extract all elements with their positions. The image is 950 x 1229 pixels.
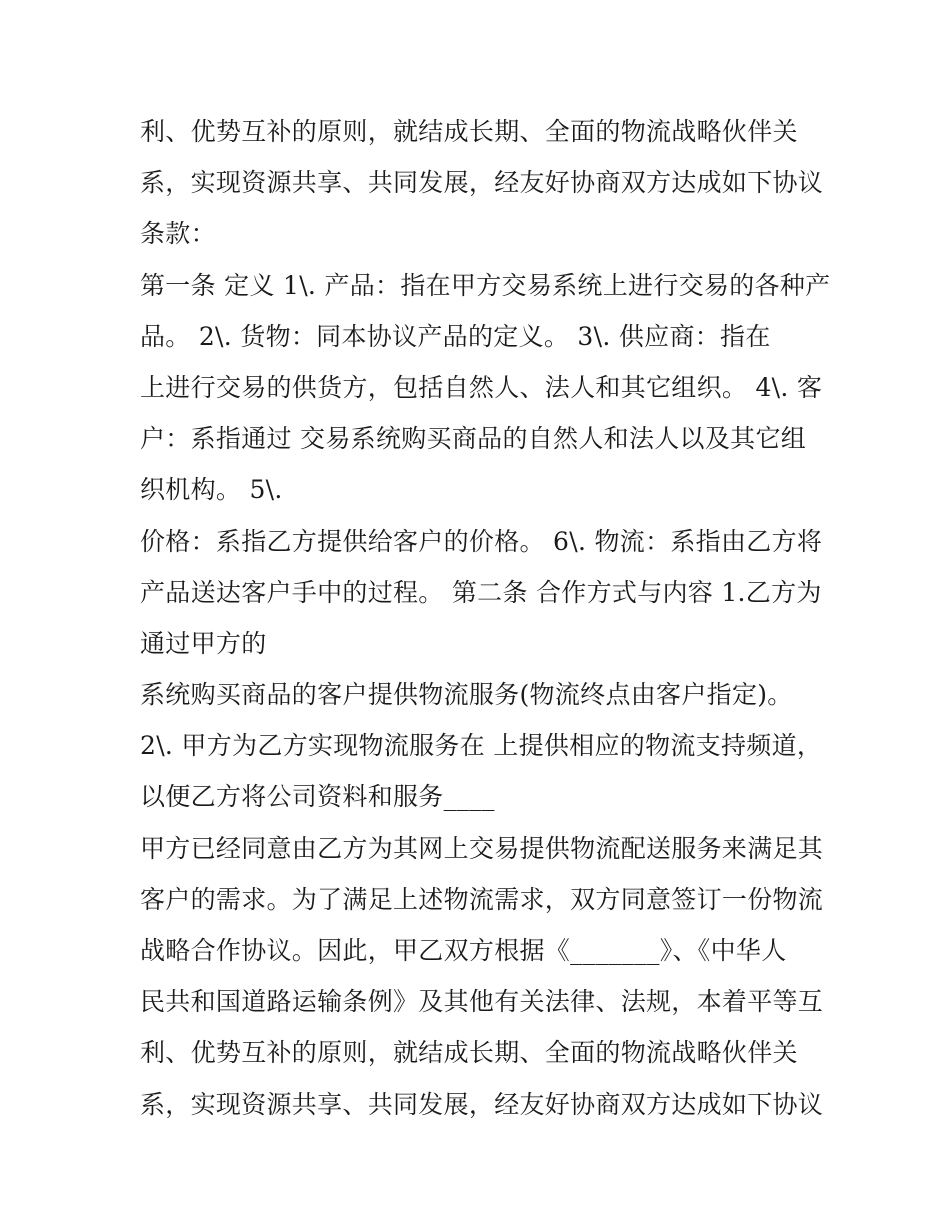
text-line: 系，实现资源共享、共同发展，经友好协商双方达成如下协议 (140, 1089, 824, 1119)
text-line: 品。 2\. 货物：同本协议产品的定义。 3\. 供应商：指在 (140, 321, 771, 351)
text-line: 以便乙方将公司资料和服务____ (140, 782, 495, 812)
text-line: 条款： (140, 219, 216, 249)
text-line: 战略合作协议。因此，甲乙双方根据《_______》、《中华人 (140, 936, 787, 965)
text-line: 系，实现资源共享、共同发展，经友好协商双方达成如下协议 (140, 168, 824, 198)
text-line: 织机构。 5\. (140, 475, 283, 505)
text-line: 系统购买商品的客户提供物流服务(物流终点由客户指定)。 (140, 680, 793, 710)
text-line: 甲方已经同意由乙方为其网上交易提供物流配送服务来满足其 (140, 833, 824, 863)
text-line: 2\. 甲方为乙方实现物流服务在 上提供相应的物流支持频道， (140, 731, 823, 761)
text-line: 产品送达客户手中的过程。 第二条 合作方式与内容 1.乙方为 (140, 577, 822, 607)
text-line: 客户的需求。为了满足上述物流需求，双方同意签订一份物流 (140, 884, 824, 914)
document-body (140, 106, 830, 1130)
text-line: 通过甲方的 (140, 628, 267, 658)
text-line: 第一条 定义 1\. 产品：指在甲方交易系统上进行交易的各种产 (140, 270, 831, 300)
text-line: 户：系指通过 交易系统购买商品的自然人和法人以及其它组 (140, 424, 807, 454)
text-line: 利、优势互补的原则，就结成长期、全面的物流战略伙伴关 (140, 1038, 798, 1068)
text-line: 利、优势互补的原则，就结成长期、全面的物流战略伙伴关 (140, 117, 798, 146)
text-line: 上进行交易的供货方，包括自然人、法人和其它组织。 4\. 客 (140, 372, 823, 402)
text-line: 民共和国道路运输条例》及其他有关法律、法规，本着平等互 (140, 987, 824, 1017)
text-line: 价格：系指乙方提供给客户的价格。 6\. 物流：系指由乙方将 (140, 526, 823, 556)
